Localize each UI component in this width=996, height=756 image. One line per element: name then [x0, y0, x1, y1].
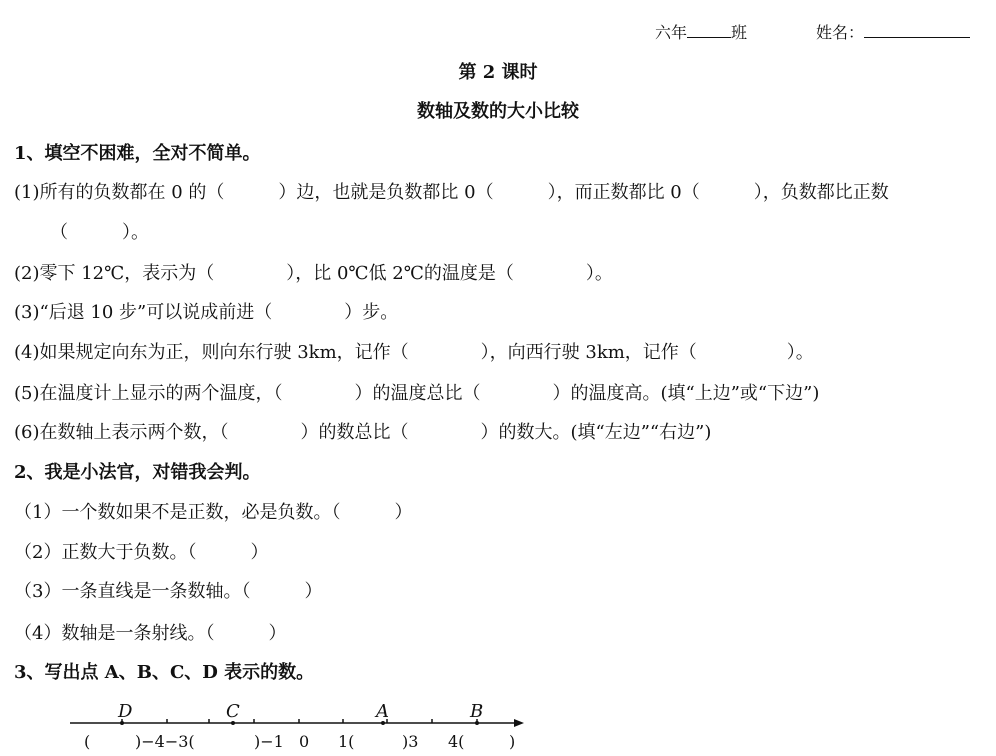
question-2-2: （2）正数大于负数。（ ）: [14, 542, 269, 563]
question-1-5: (5)在温度计上显示的两个温度，（ ）的温度总比（ ）的温度高。(填“上边”或“下边”): [14, 383, 820, 404]
section-3-heading: 3、写出点 A、B、C、D 表示的数。: [14, 662, 315, 683]
question-1-1-cont: （ ）。: [50, 222, 149, 243]
section-2-heading: 2、我是小法官，对错我会判。: [14, 462, 261, 483]
question-1-4: (4)如果规定向东为正，则向东行驶 3km，记作（ ），向西行驶 3km，记作（ ）。: [14, 342, 814, 363]
tick-label-3: )−1: [254, 732, 284, 751]
point-a-label: A: [376, 701, 389, 722]
point-d-label: D: [118, 701, 133, 722]
tick-label-4: 0: [299, 732, 310, 751]
point-c-label: C: [226, 701, 240, 722]
question-1-2: (2)零下 12℃，表示为（ ），比 0℃低 2℃的温度是（ ）。: [14, 263, 613, 284]
question-1-6: (6)在数轴上表示两个数，（ ）的数总比（ ）的数大。(填“左边”“右边”): [14, 422, 712, 443]
point-b-label: B: [470, 701, 484, 722]
page-subtitle: 数轴及数的大小比较: [417, 101, 579, 122]
name-field[interactable]: [816, 20, 970, 43]
question-2-3: （3）一条直线是一条数轴。（ ）: [14, 581, 323, 602]
number-line-figure: [62, 688, 532, 756]
tick-label-7: 4(: [448, 732, 465, 751]
tick-label-5: 1(: [338, 732, 355, 751]
tick-label-1: (: [84, 732, 91, 751]
page-title: 第 2 课时: [458, 62, 538, 83]
question-1-1: (1)所有的负数都在 0 的（ ）边，也就是负数都比 0（ ），而正数都比 0（ ），负数都比正数: [14, 182, 889, 203]
question-1-3: (3)“后退 10 步”可以说成前进（ ）步。: [14, 302, 399, 323]
section-1-heading: 1、填空不困难，全对不简单。: [14, 143, 261, 164]
name-label: 姓名：: [816, 23, 865, 42]
tick-label-2: )−4−3(: [135, 732, 195, 751]
tick-label-6: )3: [402, 732, 419, 751]
question-2-1: （1）一个数如果不是正数，必是负数。（ ）: [14, 502, 413, 523]
class-label: 六年: [655, 23, 688, 42]
class-suffix: 班: [731, 23, 748, 42]
question-2-4: （4）数轴是一条射线。（ ）: [14, 623, 287, 644]
tick-label-8: ): [509, 732, 516, 751]
number-line-arrow: [514, 719, 524, 727]
class-field[interactable]: [655, 20, 747, 43]
name-blank[interactable]: [864, 23, 970, 38]
class-blank[interactable]: [687, 23, 731, 38]
